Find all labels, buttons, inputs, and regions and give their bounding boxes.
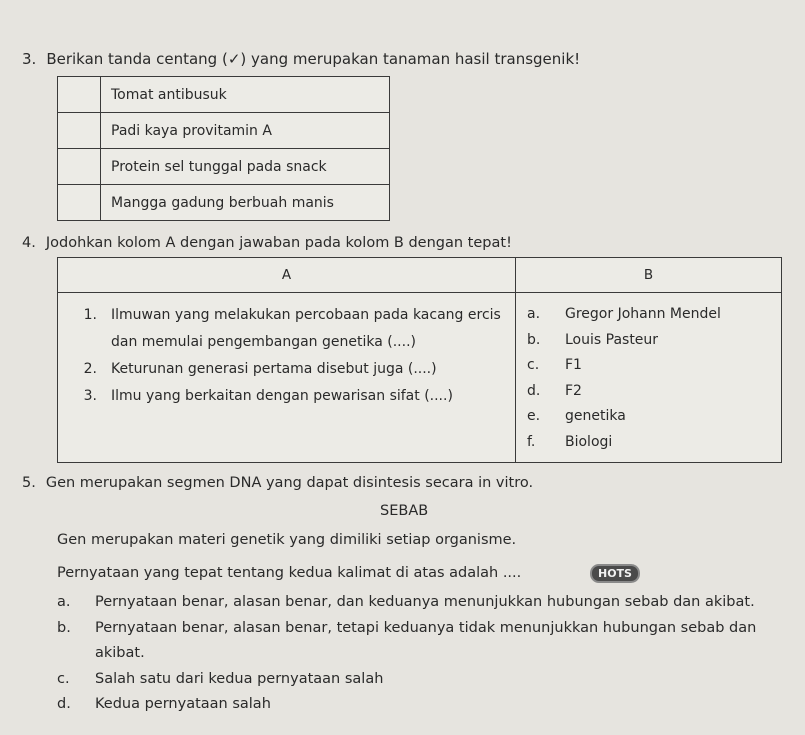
answer-option-b[interactable]: b. Pernyataan benar, alasan benar, tetapi keduanya tidak menunjukkan hubungan sebab dan akibat. [57,619,757,661]
checklist-label: Tomat antibusuk [101,77,390,113]
question-3-number: 3. [22,50,37,68]
question-4-text: Jodohkan kolom A dengan jawaban pada kolom B dengan tepat! [45,235,512,251]
matching-header-row [58,258,782,293]
list-item: f. Biologi [527,433,613,450]
list-item: d. F2 [527,382,582,399]
matching-table [57,257,782,463]
list-item: c. F1 [527,357,582,373]
question-5-text: Gen merupakan segmen DNA yang dapat disintesis secara in vitro. [45,475,534,491]
answer-options [57,590,795,718]
question-3-prompt [22,50,580,68]
column-b-cell [516,293,782,463]
hots-badge: HOTS [590,564,640,583]
checklist-row [58,77,390,113]
question-4-prompt [22,235,512,251]
checklist-row [58,149,390,185]
list-item: 3. Ilmu yang berkaitan dengan pewarisan sifat (....) [83,388,453,404]
transgenic-checklist [57,76,390,221]
checkbox-cell[interactable] [58,113,101,149]
list-item: 2. Keturunan generasi pertama disebut juga (....) [83,361,437,377]
column-b-header: B [516,258,782,293]
checkbox-cell[interactable] [58,149,101,185]
question-5-prompt [22,475,533,491]
list-item: 1. Ilmuwan yang melakukan percobaan pada kacang ercis dan memulai pengembangan genetika (....) [83,307,501,350]
checklist-label: Protein sel tunggal pada snack [101,149,390,185]
list-item: a. Gregor Johann Mendel [527,306,721,322]
question-5-number: 5. [22,475,36,491]
answer-option-d[interactable]: d. Kedua pernyataan salah [57,696,271,712]
list-item: b. Louis Pasteur [527,331,659,348]
answer-option-a[interactable]: a. Pernyataan benar, alasan benar, dan keduanya menunjukkan hubungan sebab dan akibat. [57,594,755,610]
checklist-row [58,185,390,221]
sebab-label: SEBAB [380,503,429,519]
checklist-row [58,113,390,149]
question-4-number: 4. [22,235,36,251]
checklist-label: Padi kaya provitamin A [101,113,390,149]
checkbox-cell[interactable] [58,77,101,113]
checklist-label: Mangga gadung berbuah manis [101,185,390,221]
reason-statement: Gen merupakan materi genetik yang dimiliki setiap organisme. [57,532,517,548]
column-a-cell [58,293,516,463]
question-3-text: Berikan tanda centang (✓) yang merupakan tanaman hasil transgenik! [46,50,581,68]
question-5-question: Pernyataan yang tepat tentang kedua kalimat di atas adalah .... [57,565,522,581]
checkbox-cell[interactable] [58,185,101,221]
column-a-list [59,294,514,416]
answer-option-c[interactable]: c. Salah satu dari kedua pernyataan salah [57,670,384,687]
matching-body-row [58,293,782,463]
list-item: e. genetika [527,408,626,424]
column-a-header: A [58,258,516,293]
column-b-list [517,294,780,461]
